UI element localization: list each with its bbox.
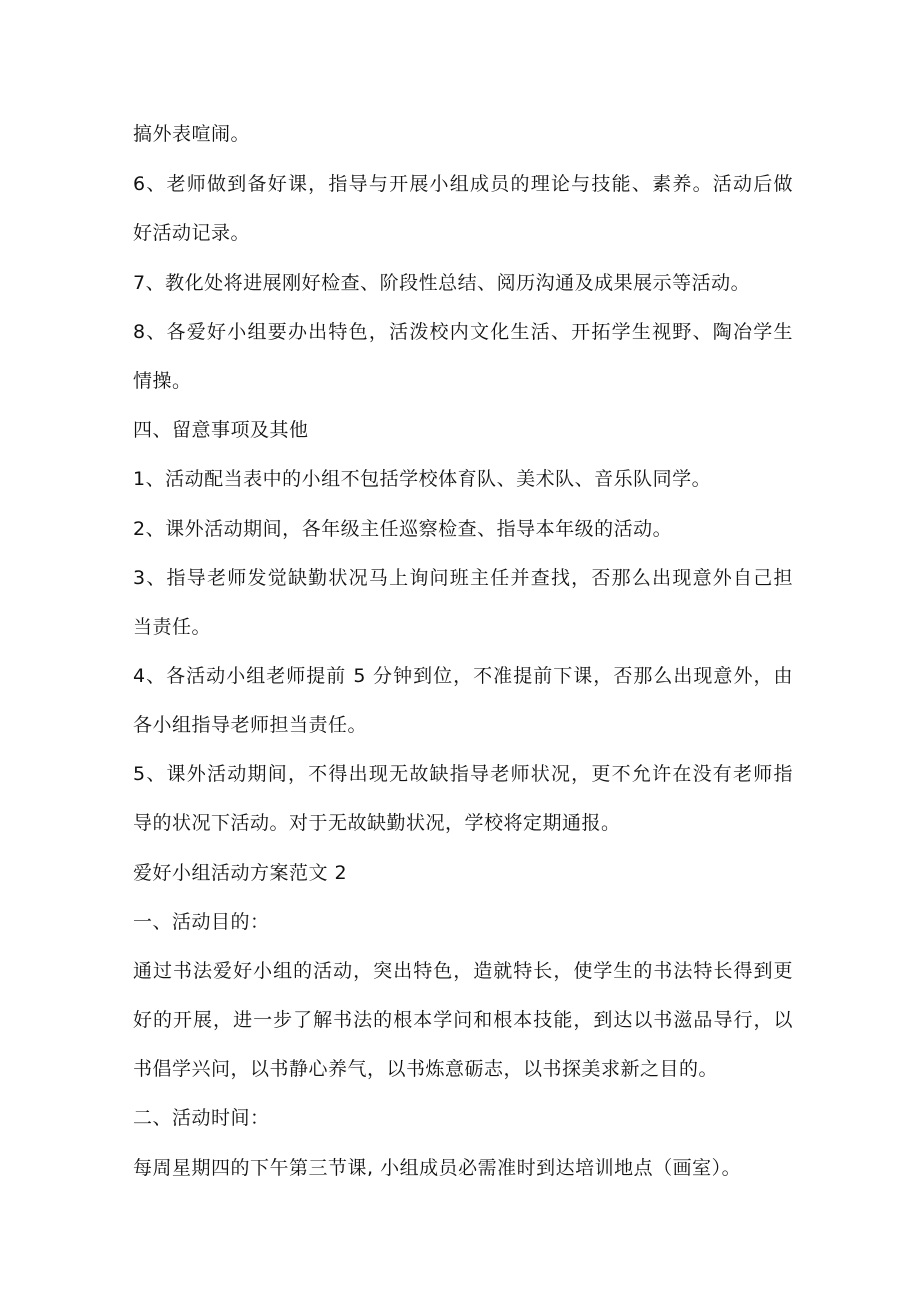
text-line: 2、课外活动期间，各年级主任巡察检查、指导本年级的活动。 — [133, 518, 673, 540]
text-line: 通过书法爱好小组的活动，突出特色，造就特长，使学生的书法特长得到更 — [133, 960, 793, 982]
section-heading: 一、活动目的： — [133, 911, 270, 933]
text-line: 导的状况下活动。对于无故缺勤状况，学校将定期通报。 — [133, 812, 621, 834]
section-heading: 四、留意事项及其他 — [133, 419, 309, 441]
text-line: 4、各活动小组老师提前 5 分钟到位，不准提前下课，否那么出现意外，由 — [133, 665, 793, 687]
text-line: 搞外表喧闹。 — [133, 123, 251, 145]
text-line: 3、指导老师发觉缺勤状况马上询问班主任并查找，否那么出现意外自己担 — [133, 567, 793, 589]
text-line: 情操。 — [133, 370, 192, 392]
text-line: 7、教化处将进展刚好检查、阶段性总结、阅历沟通及成果展示等活动。 — [133, 272, 751, 294]
section-heading: 二、活动时间： — [133, 1107, 270, 1129]
text-line: 好活动记录。 — [133, 222, 251, 244]
text-line: 6、老师做到备好课，指导与开展小组成员的理论与技能、素养。活动后做 — [133, 173, 793, 195]
text-line: 每周星期四的下午第三节课, 小组成员必需准时到达培训地点（画室）。 — [133, 1157, 742, 1179]
text-line: 好的开展，进一步了解书法的根本学问和根本技能，到达以书滋品导行，以 — [133, 1009, 793, 1031]
text-line: 1、活动配当表中的小组不包括学校体育队、美术队、音乐队同学。 — [133, 468, 712, 490]
text-line: 当责任。 — [133, 616, 212, 638]
document-title: 爱好小组活动方案范文 2 — [133, 862, 348, 884]
text-line: 5、课外活动期间，不得出现无故缺指导老师状况，更不允许在没有老师指 — [133, 763, 793, 785]
text-line: 各小组指导老师担当责任。 — [133, 714, 368, 736]
text-line: 书倡学兴问，以书静心养气，以书炼意砺志，以书探美求新之目的。 — [133, 1058, 719, 1080]
text-line: 8、各爱好小组要办出特色，活泼校内文化生活、开拓学生视野、陶冶学生 — [133, 321, 793, 343]
